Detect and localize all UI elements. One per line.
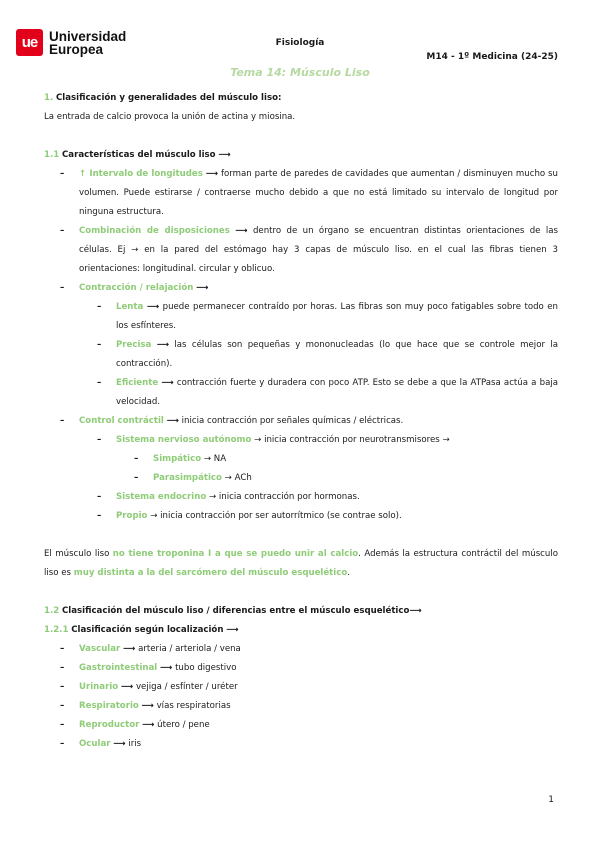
list-item-sistema-endocrino [44, 488, 558, 507]
item-label: Eficiente [116, 378, 159, 388]
arrow: → [150, 511, 158, 521]
section-1-heading [44, 89, 558, 108]
dash: – [60, 682, 65, 692]
logo-line-2: Europea [49, 41, 104, 57]
dash: – [60, 283, 65, 293]
list-item-parasimpatico [44, 469, 558, 488]
arrow: ⟶ [113, 739, 126, 749]
list-item [44, 735, 558, 754]
item-label: Simpático [153, 454, 202, 464]
paragraph-highlight: muy distinta a la del sarcómero del músculo esquelético [73, 568, 348, 578]
dash: – [60, 739, 65, 749]
header-course: M14 - 1º Medicina (24-25) [426, 52, 558, 62]
characteristics-list [44, 165, 558, 526]
item-label: Propio [116, 511, 148, 521]
item-text: NA [213, 454, 227, 464]
header-subject: Fisiología [275, 38, 325, 48]
item-label: Lenta [116, 302, 144, 312]
item-text: vejiga / esfínter / uréter [135, 682, 238, 692]
arrow: ⟶ [409, 606, 422, 616]
list-item-contraccion [44, 279, 558, 298]
arrow: ⟶ [218, 150, 231, 160]
logo-line-1: Universidad [49, 28, 127, 44]
arrow: → [224, 473, 232, 483]
item-label: Sistema nervioso autónomo [116, 435, 252, 445]
list-item [44, 640, 558, 659]
arrow: ⟶ [196, 283, 209, 293]
arrow: ⟶ [161, 378, 174, 388]
item-label: Vascular [79, 644, 121, 654]
arrow: → [203, 454, 212, 464]
dash: – [60, 226, 65, 236]
dash: – [60, 169, 65, 179]
dash: – [97, 511, 102, 521]
dash: – [134, 454, 139, 464]
section-1-1-heading [44, 146, 558, 165]
paragraph-text: El músculo liso [44, 549, 110, 559]
item-label: Urinario [79, 682, 119, 692]
item-label: Respiratorio [79, 701, 139, 711]
list-item-combinacion [44, 222, 558, 279]
summary-paragraph [44, 545, 558, 583]
list-item-simpatico [44, 450, 558, 469]
item-text: forman parte de paredes de cavidades que aumentan / disminuyen mucho su volumen. Puede estirarse / contraerse mucho debido a que no está limitado su intervalo de longitud por ninguna estructura. [79, 169, 558, 217]
paragraph-text: . Además la estructura contráctil del músculo liso es [44, 549, 558, 578]
section-number: 1.1 [44, 150, 60, 160]
dash: – [60, 644, 65, 654]
dash: – [134, 473, 139, 483]
arrow: ⟶ [120, 682, 134, 692]
dash: – [60, 701, 65, 711]
arrow: → [254, 435, 262, 445]
arrow: ⟶ [142, 720, 155, 730]
section-title: Características del músculo liso [61, 150, 216, 160]
list-item-eficiente [44, 374, 558, 412]
item-label: Gastrointestinal [79, 663, 158, 673]
section-title: Clasificación y generalidades del músculo liso: [55, 93, 282, 103]
arrow: ⟶ [226, 625, 239, 635]
item-label: ↑ Intervalo de longitudes [79, 169, 203, 179]
section-title: Clasificación del músculo liso / diferencias entre el músculo esquelético [61, 606, 410, 616]
document-title: Tema 14: Músculo Liso [230, 66, 370, 79]
item-label: Control contráctil [79, 416, 164, 426]
localization-list [44, 640, 558, 754]
list-item-intervalo [44, 165, 558, 222]
dash: – [60, 416, 65, 426]
item-text: dentro de un órgano se encuentran distintas orientaciones de las células. Ej → en la pared del estómago hay 3 capas de músculo liso. en el cual las fibras tienen 3 orientaciones: longitudinal. circular y oblicuo. [79, 226, 558, 274]
item-label: Contracción / relajación [79, 283, 194, 293]
item-text: ACh [234, 473, 252, 483]
arrow: ⟶ [160, 663, 173, 673]
item-text: inicia contracción por neurotransmisores → [264, 435, 450, 445]
item-text: puede permanecer contraído por horas. Las fibras son muy poco fatigables sobre todo en los esfínteres. [116, 302, 559, 331]
list-item [44, 697, 558, 716]
section-number: 1. [44, 93, 54, 103]
item-text: contracción fuerte y duradera con poco ATP. Esto se debe a que la ATPasa actúa a baja velocidad. [116, 378, 558, 407]
item-text: vías respiratorias [156, 701, 231, 711]
list-item-sistema-nervioso [44, 431, 558, 450]
section-1-2-heading [44, 602, 558, 621]
arrow: ⟶ [146, 302, 160, 312]
item-text: inicia contracción por hormonas. [218, 492, 360, 502]
item-label: Ocular [79, 739, 111, 749]
dash: – [97, 492, 102, 502]
paragraph-highlight: no tiene troponina I a que se puedo unir al calcio [112, 549, 359, 559]
arrow: ⟶ [166, 416, 179, 426]
item-text: inicia contracción por señales químicas / eléctricas. [181, 416, 404, 426]
dash: – [97, 302, 102, 312]
list-item-lenta [44, 298, 558, 336]
list-item [44, 659, 558, 678]
item-label: Reproductor [79, 720, 140, 730]
dash: – [97, 435, 102, 445]
item-text: útero / pene [157, 720, 210, 730]
dash: – [60, 663, 65, 673]
logo-mark: ue [16, 29, 43, 56]
item-text: tubo digestivo [175, 663, 237, 673]
item-label: Sistema endocrino [116, 492, 207, 502]
list-item [44, 716, 558, 735]
list-item-precisa [44, 336, 558, 374]
arrow: ⟶ [235, 226, 248, 236]
item-text: inicia contracción por ser autorrítmico (se contrae solo). [160, 511, 402, 521]
item-text: arteria / arteriola / vena [138, 644, 241, 654]
list-item [44, 678, 558, 697]
section-1-text: La entrada de calcio provoca la unión de actina y miosina. [44, 112, 296, 122]
item-label: Parasimpático [153, 473, 222, 483]
section-number: 1.2.1 [44, 625, 69, 635]
dash: – [97, 340, 102, 350]
item-text: las células son pequeñas y mononucleadas (lo que hace que se controle mejor la contracción). [116, 340, 558, 369]
document-body [44, 89, 558, 754]
list-item-control [44, 412, 558, 431]
arrow: ⟶ [205, 169, 219, 179]
list-item-propio [44, 507, 558, 526]
item-label: Combinación de disposiciones [79, 226, 230, 236]
arrow: ⟶ [141, 701, 154, 711]
dash: – [60, 720, 65, 730]
section-1-2-1-heading [44, 621, 558, 640]
dash: – [97, 378, 102, 388]
section-number: 1.2 [44, 606, 60, 616]
paragraph-text: . [347, 568, 350, 578]
arrow: ⟶ [123, 644, 136, 654]
item-text: iris [128, 739, 142, 749]
arrow: → [208, 492, 217, 502]
page-number: 1 [548, 795, 554, 805]
arrow: ⟶ [156, 340, 170, 350]
item-label: Precisa [116, 340, 152, 350]
section-title: Clasificación según localización [71, 625, 224, 635]
